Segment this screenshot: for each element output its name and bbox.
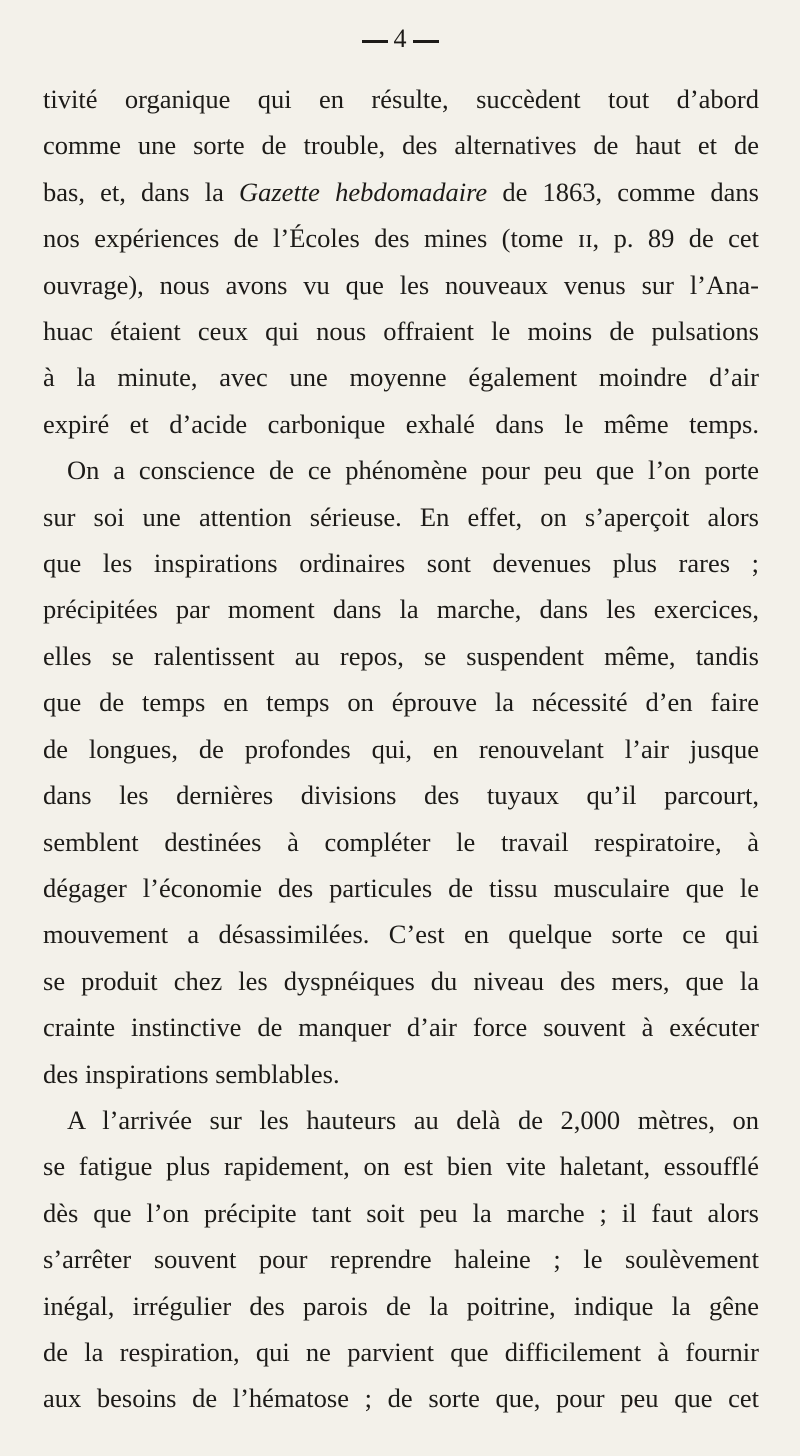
text-line: que les inspirations ordinaires sont devenues plus rares ; — [43, 548, 759, 579]
text-line: tivité organique qui en résulte, succèdent tout d’abord — [43, 84, 759, 114]
header-rule-left — [362, 40, 388, 43]
text-line: ouvrage), nous avons vu que les nouveaux venus sur l’Ana- — [43, 269, 759, 300]
text-line: dès que l’on précipite tant soit peu la marche ; il faut alors — [43, 1197, 759, 1228]
text-line: précipitées par moment dans la marche, dans les exercices, — [43, 594, 759, 625]
text-line: se produit chez les dyspnéiques du niveau des mers, que la — [43, 965, 759, 996]
text-line: nos expériences de l’Écoles des mines (tome ɪɪ, p. 89 de cet — [43, 223, 759, 254]
text-line: à la minute, avec une moyenne également moindre d’air — [43, 362, 759, 393]
text-line: dégager l’économie des particules de tissu musculaire que le — [43, 872, 759, 903]
paragraph-2 — [43, 447, 759, 1097]
text-line: sur soi une attention sérieuse. En effet, on s’aperçoit alors — [43, 501, 759, 532]
text-line: se fatigue plus rapidement, on est bien vite haletant, essoufflé — [43, 1151, 759, 1182]
page-number: 4 — [393, 24, 407, 53]
text-line: aux besoins de l’hématose ; de sorte que, pour peu que cet — [43, 1383, 759, 1414]
text-line — [43, 169, 759, 215]
text-line: inégal, irrégulier des parois de la poitrine, indique la gêne — [43, 1290, 759, 1321]
text-line: comme une sorte de trouble, des alternatives de haut et de — [43, 130, 759, 161]
text-run: de 1863, comme dans — [487, 176, 759, 207]
body-text — [43, 76, 759, 1422]
header-rule-right — [413, 40, 439, 43]
paragraph-3 — [43, 1097, 759, 1422]
journal-title: Gazette hebdomadaire — [238, 176, 488, 207]
text-line: expiré et d’acide carbonique exhalé dans le même temps. — [43, 408, 759, 439]
text-line: de la respiration, qui ne parvient que difficilement à fournir — [43, 1336, 759, 1367]
text-line: huac étaient ceux qui nous offraient le moins de pulsations — [43, 316, 759, 347]
text-line: A l’arrivée sur les hauteurs au delà de 2,000 mètres, on — [67, 1104, 759, 1135]
text-line: s’arrêter souvent pour reprendre haleine ; le soulèvement — [43, 1244, 759, 1275]
page-header — [0, 22, 800, 56]
text-run: bas, et, dans la — [43, 176, 239, 207]
text-line: semblent destinées à compléter le travail respiratoire, à — [43, 826, 759, 857]
text-line: de longues, de profondes qui, en renouvelant l’air jusque — [43, 733, 759, 764]
text-line: que de temps en temps on éprouve la nécessité d’en faire — [43, 687, 759, 718]
text-line: On a conscience de ce phénomène pour peu que l’on porte — [67, 455, 759, 486]
text-line: crainte instinctive de manquer d’air force souvent à exécuter — [43, 1012, 759, 1043]
paragraph-1 — [43, 76, 759, 447]
text-line: elles se ralentissent au repos, se suspendent même, tandis — [43, 640, 759, 671]
text-line: mouvement a désassimilées. C’est en quelque sorte ce qui — [43, 919, 759, 950]
text-line: des inspirations semblables. — [43, 1058, 340, 1089]
text-line: dans les dernières divisions des tuyaux qu’il parcourt, — [43, 780, 759, 811]
